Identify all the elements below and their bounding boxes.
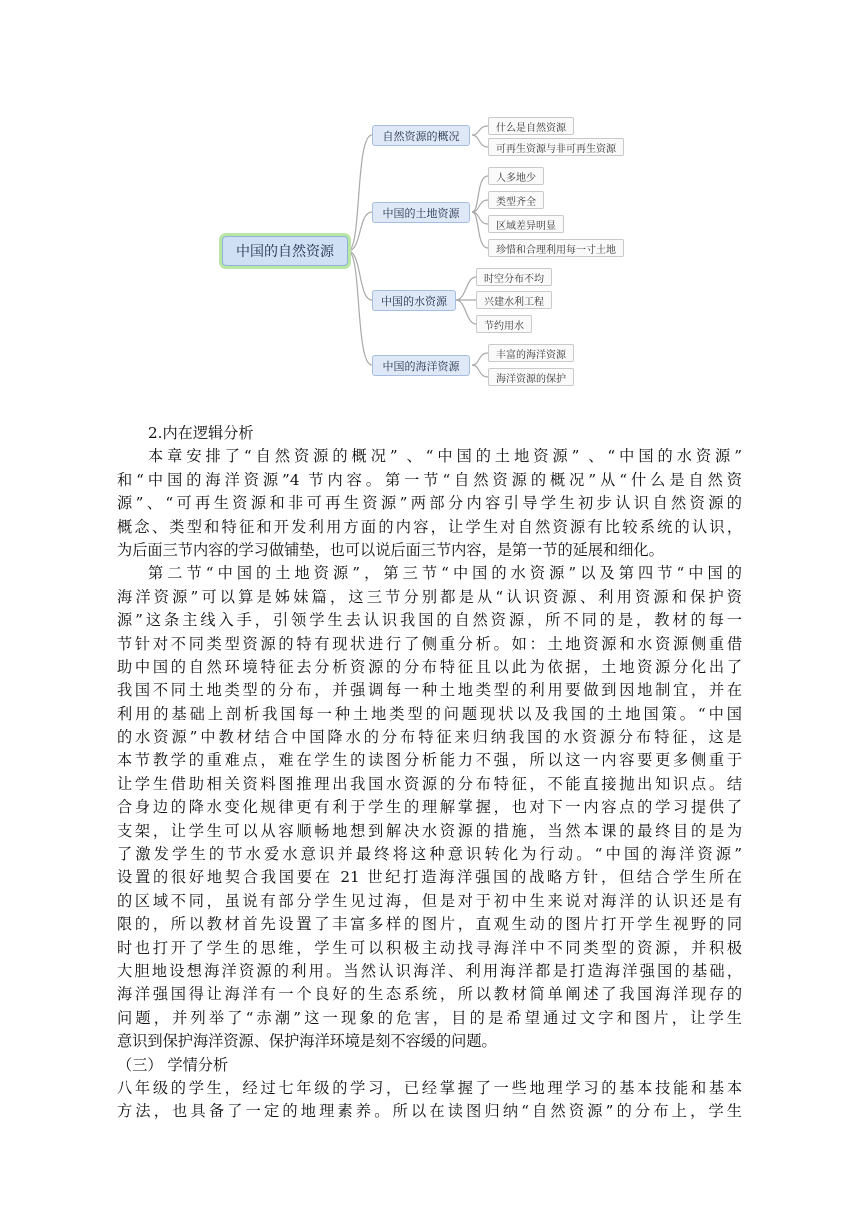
- text-line: 让学生借助相关资料图推理出我国水资源的分布特征，不能直接抛出知识点。结: [117, 774, 742, 793]
- section-heading: （三） 学情分析: [117, 1055, 229, 1074]
- text-line: 海洋强国得让海洋有一个良好的生态系统，所以教材简单阐述了我国海洋现存的: [117, 985, 742, 1004]
- mind-map: [0, 0, 860, 400]
- mind-map-leaf: 什么是自然资源: [488, 117, 574, 135]
- text-line: 时也打开了学生的思维，学生可以积极主动找寻海洋中不同类型的资源，并积极: [117, 938, 742, 957]
- mind-map-leaf: 人多地少: [488, 167, 544, 185]
- mind-map-branch: 中国的土地资源: [372, 202, 470, 223]
- text-line: 意识到保护海洋资源、保护海洋环境是刻不容缓的问题。: [117, 1032, 497, 1051]
- text-line: 八年级的学生，经过七年级的学习，已经掌握了一些地理学习的基本技能和基本: [117, 1078, 742, 1097]
- text-line: 我国不同土地类型的分布，并强调每一种土地类型的利用要做到因地制宜，并在: [117, 681, 742, 700]
- document-body: [117, 422, 742, 1124]
- text-line: 节针对不同类型资源的特有现状进行了侧重分析。如：土地资源和水资源侧重借: [117, 634, 742, 653]
- paragraph-2: [117, 562, 742, 1053]
- mind-map-leaf: 可再生资源与非可再生资源: [488, 138, 624, 156]
- text-line: 问题，并列举了“赤潮”这一现象的危害，目的是希望通过文字和图片，让学生: [117, 1008, 742, 1027]
- mind-map-leaf: 兴建水利工程: [476, 291, 552, 309]
- text-line: 限的，所以教材首先设置了丰富多样的图片，直观生动的图片打开学生视野的同: [117, 915, 742, 934]
- mind-map-leaf: 海洋资源的保护: [488, 368, 574, 386]
- mind-map-root: 中国的自然资源: [222, 236, 348, 266]
- text-line: 了激发学生的节水爱水意识并最终将这种意识转化为行动。“中国的海洋资源”: [117, 845, 742, 864]
- text-line: 设置的很好地契合我国要在 21 世纪打造海洋强国的战略方针，但结合学生所在: [117, 868, 742, 887]
- section-heading: 2.内在逻辑分析: [148, 424, 254, 442]
- mind-map-branch: 中国的海洋资源: [372, 355, 470, 376]
- text-line: 方法，也具备了一定的地理素养。所以在读图归纳“自然资源”的分布上，学生: [117, 1102, 742, 1121]
- mind-map-leaf: 节约用水: [476, 315, 532, 333]
- mind-map-connectors: [0, 0, 860, 400]
- text-line: 的区域不同，虽说有部分学生见过海，但是对于初中生来说对海洋的认识还是有: [117, 891, 742, 910]
- mind-map-leaf: 丰富的海洋资源: [488, 344, 574, 362]
- mind-map-branch: 中国的水资源: [372, 290, 456, 311]
- text-line: 概念、类型和特征和开发利用方面的内容，让学生对自然资源有比较系统的认识，: [117, 517, 742, 536]
- text-line: 大胆地设想海洋资源的利用。当然认识海洋、利用海洋都是打造海洋强国的基础，: [117, 961, 742, 980]
- text-line: 助中国的自然环境特征去分析资源的分布特征且以此为依据，土地资源分化出了: [117, 657, 742, 676]
- paragraph-3: [117, 1077, 742, 1124]
- mind-map-branch: 自然资源的概况: [372, 125, 470, 146]
- text-line: 利用的基础上剖析我国每一种土地类型的问题现状以及我国的土地国策。“中国: [117, 704, 742, 723]
- text-line: 本节教学的重难点，难在学生的读图分析能力不强，所以这一内容要更多侧重于: [117, 751, 742, 770]
- text-line: 第二节“中国的土地资源”，第三节“中国的水资源”以及第四节“中国的: [148, 564, 742, 583]
- text-line: 源”、“可再生资源和非可再生资源”两部分内容引导学生初步认识自然资源的: [117, 494, 742, 513]
- text-line: 的水资源”中教材结合中国降水的分布特征来归纳我国的水资源分布特征，这是: [117, 728, 742, 747]
- mind-map-leaf: 时空分布不均: [476, 268, 552, 286]
- text-line: 支架，让学生可以从容顺畅地想到解决水资源的措施，当然本课的最终目的是为: [117, 821, 742, 840]
- text-line: 源”这条主线入手，引领学生去认识我国的自然资源，所不同的是，教材的每一: [117, 611, 742, 630]
- text-line: 本章安排了“自然资源的概况” 、“中国的土地资源” 、“中国的水资源”: [148, 447, 742, 466]
- paragraph-1: [117, 445, 742, 562]
- mind-map-leaf: 类型齐全: [488, 191, 544, 209]
- text-line: 和“中国的海洋资源”4 节内容。第一节“自然资源的概况”从“什么是自然资: [117, 470, 742, 489]
- text-line: 为后面三节内容的学习做铺垫，也可以说后面三节内容，是第一节的延展和细化。: [117, 540, 664, 559]
- mind-map-leaf: 珍惜和合理利用每一寸土地: [488, 239, 624, 257]
- text-line: 海洋资源”可以算是姊妹篇，这三节分别都是从“认识资源、利用资源和保护资: [117, 587, 742, 606]
- text-line: 合身边的降水变化规律更有利于学生的理解掌握，也对下一内容点的学习提供了: [117, 798, 742, 817]
- mind-map-leaf: 区域差异明显: [488, 215, 564, 233]
